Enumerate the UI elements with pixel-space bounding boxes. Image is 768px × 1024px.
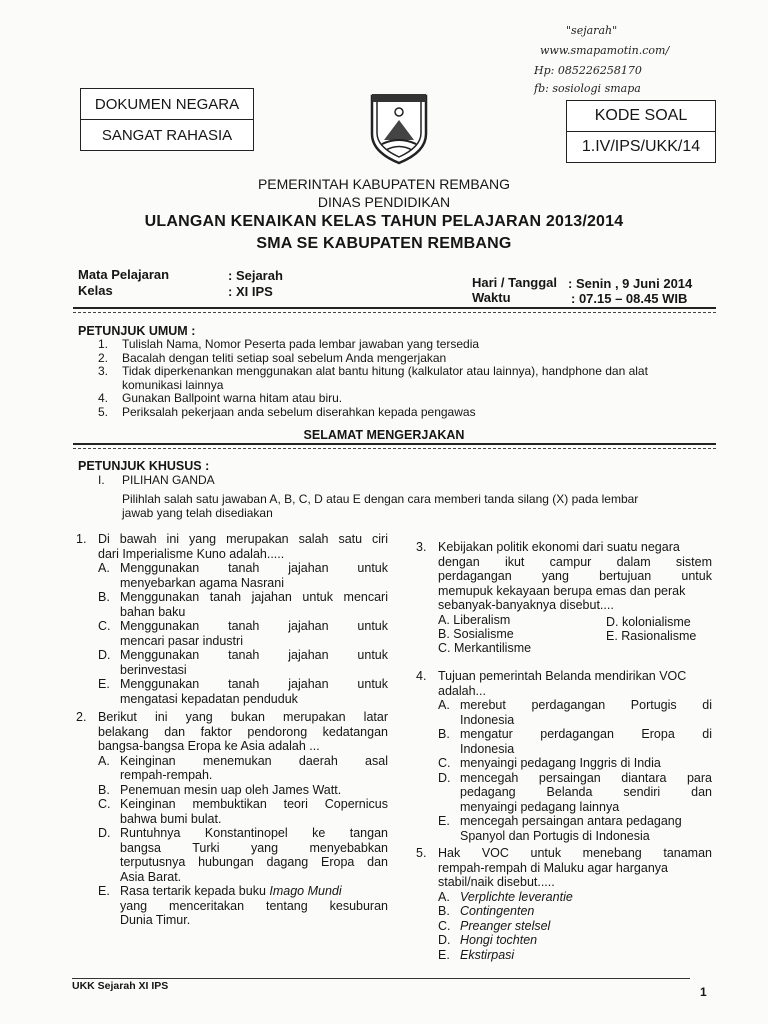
section-number: I. <box>98 473 105 487</box>
special-instruction-2: jawab yang telah disediakan <box>122 506 273 520</box>
q3-option-c[interactable]: C. Merkantilisme <box>438 640 532 655</box>
general-item: 2. Bacalah dengan teliti setiap soal sebelum Anda mengerjakan <box>98 350 447 365</box>
q1-option-e[interactable]: E. Menggunakan tanah jajahan untuk mengatasi kepadatan penduduk <box>98 677 388 706</box>
classification-bottom: SANGAT RAHASIA <box>81 119 253 150</box>
time-value: : 07.15 – 08.45 WIB <box>571 291 688 306</box>
date-value: : Senin , 9 Juni 2014 <box>568 276 693 291</box>
special-instruction-1: Pilihlah salah satu jawaban A, B, C, D atau E dengan cara memberi tanda silang (X) pada lembar <box>122 492 639 506</box>
general-instructions-title: PETUNJUK UMUM : <box>78 324 196 338</box>
question-3: 3. Kebijakan politik ekonomi dari suatu negara dengan ikut campur dalam sistem perdagangan yang bertujuan untuk memupuk kekayaan berupa emas dan perak sebanyak-banyaknya disebut.... A. Liberalism B. Sosialisme C. Merkantilisme D. kolonialisme E. Rasionalisme <box>416 540 712 655</box>
q4-option-c[interactable]: C. menyaingi pedagang Inggris di India <box>438 756 661 770</box>
page-number: 1 <box>700 985 707 999</box>
kode-soal-value: 1.IV/IPS/UKK/14 <box>567 131 715 162</box>
q5-option-c[interactable]: C. Preanger stelsel <box>438 918 551 933</box>
kode-soal-box <box>566 100 716 163</box>
date-label: Hari / Tanggal <box>472 275 557 290</box>
q4-option-a[interactable]: A. merebut perdagangan Portugis di Indonesia <box>438 698 712 727</box>
time-label: Waktu <box>472 290 511 305</box>
subject-value: : Sejarah <box>228 268 283 283</box>
divider-mid-dashed <box>73 448 716 449</box>
kode-soal-label: KODE SOAL <box>594 107 688 124</box>
handwritten-website: www.smapamotin.com/ <box>540 44 670 57</box>
footer-rule <box>72 978 690 979</box>
general-instructions-list <box>98 338 698 419</box>
q4-option-e[interactable]: E. mencegah persaingan antara pedagang Spanyol dan Portugis di Indonesia <box>438 814 682 843</box>
q2-option-e[interactable]: E. Rasa tertarik kepada buku Imago Mundi yang menceritakan tentang kesuburan Dunia Timur. <box>98 884 388 927</box>
classification-box <box>80 88 254 151</box>
general-item: 1. Tulislah Nama, Nomor Peserta pada lembar jawaban yang tersedia <box>98 337 480 351</box>
q2-option-b[interactable]: B. Penemuan mesin uap oleh James Watt. <box>98 782 342 797</box>
special-instructions-title: PETUNJUK KHUSUS : <box>78 459 210 473</box>
class-value: : XI IPS <box>228 284 273 299</box>
divider-top-dashed <box>73 312 716 313</box>
question-4: 4. Tujuan pemerintah Belanda mendirikan VOC adalah... A. merebut perdagangan Portugis di Indonesia B. mengatur perdagangan Eropa di Indonesia C. menyaingi pedagang Inggris di India D. mencegah persaingan diantara para pedagang Belanda sendiri dan menyaingi pedagang lainnya E. mencegah persaingan antara pedagang Spanyol dan Portugis di Indonesia <box>416 669 712 843</box>
q2-option-c[interactable]: C. Keinginan membuktikan teori Copernicus bahwa bumi bulat. <box>98 797 388 826</box>
question-1: 1. Di bawah ini yang merupakan salah satu ciri dari Imperialisme Kuno adalah..... A. Menggunakan tanah jajahan untuk menyebarkan agama Nasrani B. Menggunakan tanah jajahan untuk mencari bahan baku C. Menggunakan tanah jajahan untuk mencari pasar industri D. Menggunakan tanah jajahan untuk berinvestasi E. Menggunakan tanah jajahan untuk mengatasi kepadatan penduduk <box>76 532 388 706</box>
q5-option-b[interactable]: B. Contingenten <box>438 904 535 918</box>
exam-title: ULANGAN KENAIKAN KELAS TAHUN PELAJARAN 2013/2014 <box>144 213 624 230</box>
q2-option-a[interactable]: A. Keinginan menemukan daerah asal rempah-rempah. <box>98 753 388 782</box>
closing-text: SELAMAT MENGERJAKAN <box>303 428 465 442</box>
q1-option-a[interactable]: A. Menggunakan tanah jajahan untuk menyebarkan agama Nasrani <box>98 561 388 590</box>
subject-label: Mata Pelajaran <box>78 267 170 282</box>
handwritten-sejarah: "sejarah" <box>566 24 618 37</box>
divider-mid <box>73 443 716 445</box>
q3-option-b[interactable]: B. Sosialisme <box>438 626 514 641</box>
question-5: 5. Hak VOC untuk menebang tanaman rempah-rempah di Maluku agar harganya stabil/naik disebut..... A. Verplichte leverantie B. Contingenten C. Preanger stelsel D. Hongi tochten E. Ekstirpasi <box>416 846 712 962</box>
q5-option-d[interactable]: D. Hongi tochten <box>438 933 538 947</box>
q4-option-d[interactable]: D. mencegah persaingan diantara para pedagang Belanda sendiri dan menyaingi pedagang lainnya <box>438 770 712 814</box>
header-department: DINAS PENDIDIKAN <box>317 194 451 210</box>
q3-option-e[interactable]: E. Rasionalisme <box>606 628 697 643</box>
rembang-emblem-icon <box>368 90 430 166</box>
divider-top <box>73 307 716 309</box>
class-label: Kelas <box>78 283 113 298</box>
question-2: 2. Berikut ini yang bukan merupakan latar belakang dan faktor pendorong kedatangan bangsa-bangsa Eropa ke Asia adalah ... A. Keinginan menemukan daerah asal rempah-rempah. B. Penemuan mesin uap oleh James Watt. C. Keinginan membuktikan teori Copernicus bahwa bumi bulat. D. Runtuhnya Konstantinopel ke tangan bangsa Turki yang menyebabkan terputusnya hubungan dagang Eropa dan Asia Barat. E. Rasa tertarik kepada buku Imago Mundi yang menceritakan tentang kesuburan Dunia Timur. <box>76 710 388 927</box>
q5-option-a[interactable]: A. Verplichte leverantie <box>438 889 573 904</box>
handwritten-phone: Hp: 085226258170 <box>534 64 642 77</box>
q3-option-a[interactable]: A. Liberalism <box>438 612 511 627</box>
header-government: PEMERINTAH KABUPATEN REMBANG <box>257 176 511 192</box>
footer-title: UKK Sejarah XI IPS <box>72 980 169 992</box>
q3-option-d[interactable]: D. kolonialisme <box>606 614 691 629</box>
q4-option-b[interactable]: B. mengatur perdagangan Eropa di Indonesia <box>438 727 712 756</box>
handwritten-facebook: fb: sosiologi smapa <box>534 82 641 95</box>
q1-option-d[interactable]: D. Menggunakan tanah jajahan untuk berinvestasi <box>98 648 388 677</box>
general-item: 5. Periksalah pekerjaan anda sebelum diserahkan kepada pengawas <box>98 404 476 419</box>
q1-option-b[interactable]: B. Menggunakan tanah jajahan untuk mencari bahan baku <box>98 590 388 619</box>
classification-top: DOKUMEN NEGARA <box>94 95 240 113</box>
q1-option-c[interactable]: C. Menggunakan tanah jajahan untuk mencari pasar industri <box>98 619 388 648</box>
general-item: 4. Gunakan Ballpoint warna hitam atau biru. <box>98 391 343 405</box>
q5-option-e[interactable]: E. Ekstirpasi <box>438 947 515 962</box>
q2-option-d[interactable]: D. Runtuhnya Konstantinopel ke tangan bangsa Turki yang menyebabkan terputusnya hubungan dagang Eropa dan Asia Barat. <box>98 826 388 884</box>
exam-subtitle: SMA SE KABUPATEN REMBANG <box>256 235 512 252</box>
section-title: PILIHAN GANDA <box>122 473 215 487</box>
general-item: 3. Tidak diperkenankan menggunakan alat bantu hitung (kalkulator atau lainnya), handphone dan alat komunikasi lainnya <box>98 364 648 392</box>
